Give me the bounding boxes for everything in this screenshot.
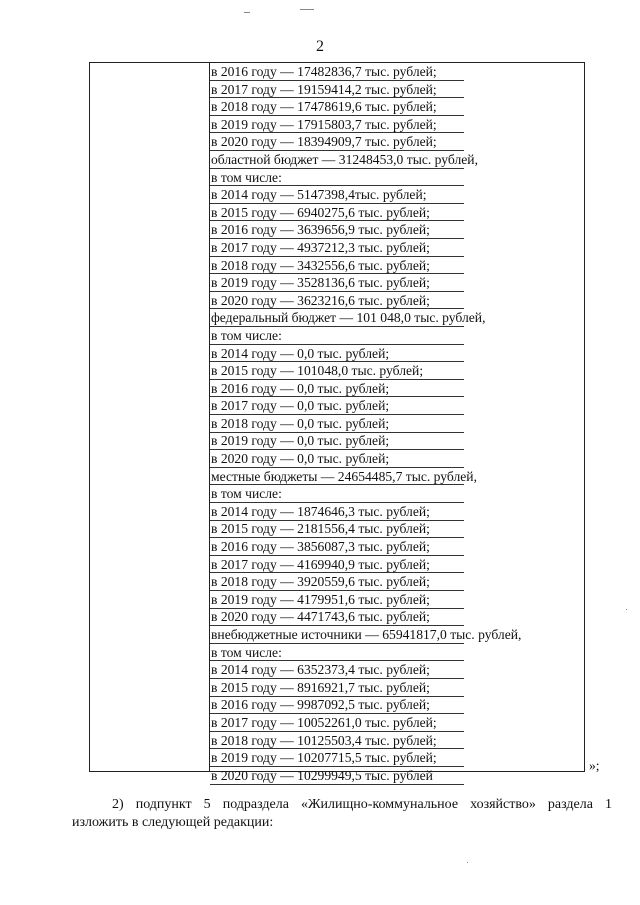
row-rule [210, 220, 464, 221]
row-rule [210, 80, 464, 81]
table-line: в 2014 году — 6352373,4 тыс. рублей; [211, 662, 430, 678]
table-line: в 2018 году — 0,0 тыс. рублей; [211, 415, 390, 431]
table-line: в 2014 году — 1874646,3 тыс. рублей; [211, 503, 430, 519]
table-line: в 2015 году — 8916921,7 тыс. рублей; [211, 679, 430, 695]
funding-lines-list [211, 63, 583, 784]
table-line: в 2020 году — 4471743,6 тыс. рублей; [211, 609, 430, 625]
row-rule [210, 115, 464, 116]
row-rule [210, 238, 464, 239]
row-rule [210, 379, 464, 380]
table-line: в 2020 году — 3623216,6 тыс. рублей; [211, 292, 430, 308]
table-line: в 2019 году — 17915803,7 тыс. рублей; [211, 116, 437, 132]
row-rule [210, 326, 464, 327]
row-rule [210, 273, 464, 274]
amendment-paragraph [72, 796, 612, 832]
table-line: в 2017 году — 10052261,0 тыс. рублей; [211, 714, 437, 730]
row-rule [210, 308, 464, 309]
row-rule [210, 572, 464, 573]
table-line: в 2016 году — 3639656,9 тыс. рублей; [211, 222, 430, 238]
table-line: в том числе: [211, 169, 282, 185]
row-rule [210, 678, 464, 679]
table-line: в 2020 году — 18394909,7 тыс. рублей; [211, 134, 437, 150]
table-line: в том числе: [211, 644, 282, 660]
closing-quote-mark: »; [589, 758, 600, 773]
row-rule [210, 414, 464, 415]
table-line: областной бюджет — 31248453,0 тыс. рублей, [211, 151, 478, 167]
table-line: в 2019 году — 3528136,6 тыс. рублей; [211, 275, 430, 291]
table-line: в 2015 году — 101048,0 тыс. рублей; [211, 363, 424, 379]
table-line: в 2015 году — 2181556,4 тыс. рублей; [211, 521, 430, 537]
table-line: в 2019 году — 10207715,5 тыс. рублей; [211, 750, 437, 766]
paragraph-line-2: изложить в следующей редакции: [72, 815, 274, 830]
row-rule [210, 590, 464, 591]
table-line: в 2019 году — 4179951,6 тыс. рублей; [211, 591, 430, 607]
row-rule [210, 537, 464, 538]
table-line: в том числе: [211, 486, 282, 502]
row-rule [210, 467, 464, 468]
table-line: в 2014 году — 0,0 тыс. рублей; [211, 345, 390, 361]
row-rule [210, 766, 464, 767]
row-rule [210, 203, 464, 204]
table-line: в 2020 году — 0,0 тыс. рублей; [211, 451, 390, 467]
row-rule [210, 555, 464, 556]
table-line: в 2017 году — 4937212,3 тыс. рублей; [211, 239, 430, 255]
table-line: внебюджетные источники — 65941817,0 тыс. рублей, [211, 627, 522, 642]
row-rule [210, 449, 464, 450]
row-rule [210, 132, 464, 133]
table-line: в 2016 году — 0,0 тыс. рублей; [211, 380, 390, 396]
row-rule [210, 502, 464, 503]
table-line: в 2018 году — 3920559,6 тыс. рублей; [211, 574, 430, 590]
scan-speck [300, 9, 314, 10]
row-rule [210, 150, 464, 151]
table-line: в 2018 году — 17478619,6 тыс. рублей; [211, 99, 437, 115]
scan-speck [626, 609, 627, 610]
paragraph-line-1: 2) подпункт 5 подраздела «Жилищно-коммунальное хозяйство» раздела 1 [112, 797, 612, 812]
row-rule [210, 748, 464, 749]
table-line: в 2016 году — 17482836,7 тыс. рублей; [211, 64, 437, 79]
table-line: в 2017 году — 19159414,2 тыс. рублей; [211, 81, 437, 97]
table-line: в 2016 году — 3856087,3 тыс. рублей; [211, 539, 430, 555]
scan-speck [244, 12, 250, 13]
table-line: в 2015 году — 6940275,6 тыс. рублей; [211, 204, 430, 220]
row-rule [210, 643, 464, 644]
page-number: 2 [316, 38, 324, 55]
row-rule [210, 291, 464, 292]
row-rule [210, 731, 464, 732]
table-line: в 2014 году — 5147398,4тыс. рублей; [211, 187, 427, 203]
table-line: федеральный бюджет — 101 048,0 тыс. рублей, [211, 310, 486, 326]
table-line: в 2016 году — 9987092,5 тыс. рублей; [211, 697, 430, 713]
row-rule [210, 344, 464, 345]
table-line: в 2020 году — 10299949,5 тыс. рублей [211, 767, 433, 783]
row-rule [210, 713, 464, 714]
row-rule [210, 256, 464, 257]
row-rule [210, 696, 464, 697]
row-rule [210, 168, 464, 169]
row-rule [210, 520, 464, 521]
table-line: в том числе: [211, 327, 282, 343]
table-line: местные бюджеты — 24654485,7 тыс. рублей, [211, 468, 477, 484]
table-line: в 2018 году — 3432556,6 тыс. рублей; [211, 257, 430, 273]
row-rule [210, 361, 464, 362]
row-rule [210, 432, 464, 433]
row-rule [210, 784, 464, 785]
row-rule [210, 660, 464, 661]
row-rule [210, 97, 464, 98]
scan-speck [467, 862, 468, 863]
row-rule [210, 185, 464, 186]
table-line: в 2019 году — 0,0 тыс. рублей; [211, 433, 390, 449]
row-rule [210, 608, 464, 609]
row-rule [210, 484, 464, 485]
row-rule [210, 625, 464, 626]
table-line: в 2017 году — 0,0 тыс. рублей; [211, 398, 390, 414]
table-line: в 2017 году — 4169940,9 тыс. рублей; [211, 556, 430, 572]
table-line: в 2018 году — 10125503,4 тыс. рублей; [211, 732, 437, 748]
row-rule [210, 396, 464, 397]
